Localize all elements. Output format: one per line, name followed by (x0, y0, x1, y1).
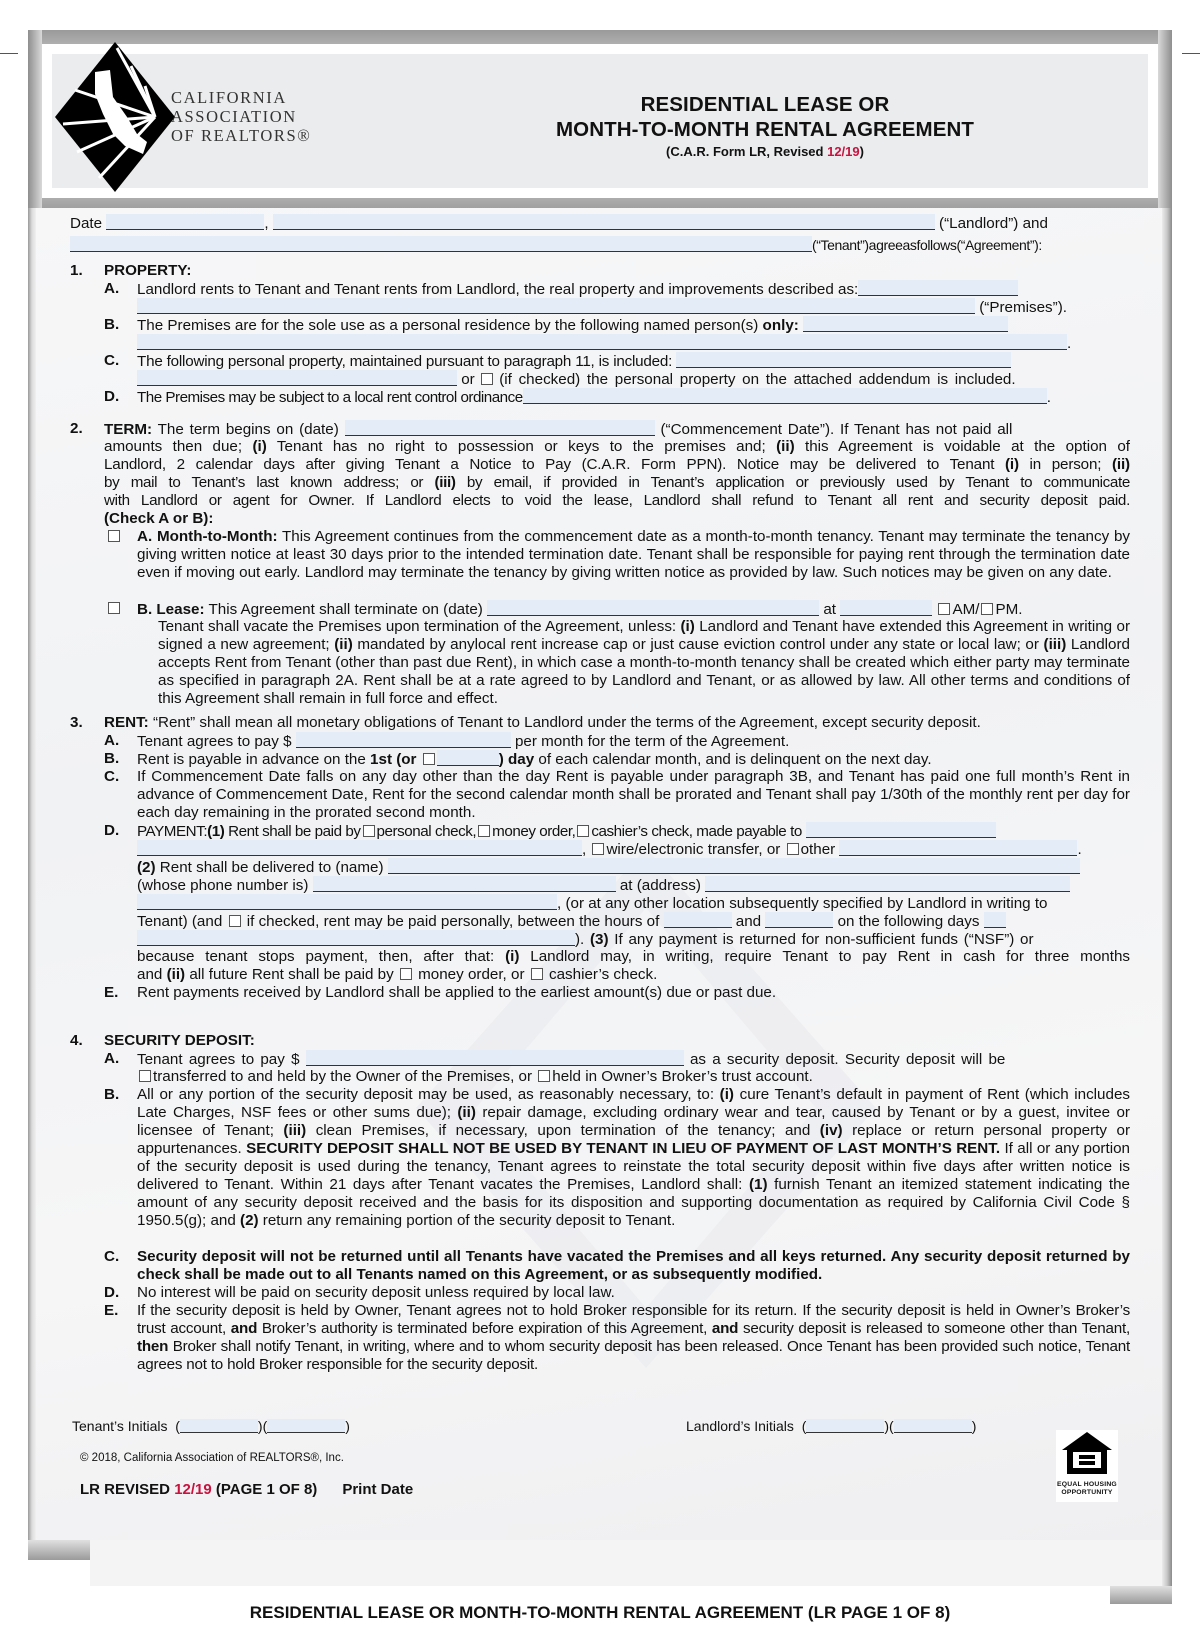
payment-method-row: PAYMENT:(1) Rent shall be paid by personal check, money order, cashier’s check, made payable to (137, 822, 1130, 841)
occupants-field-1[interactable] (803, 316, 1008, 332)
deliver-to-phone-field[interactable] (313, 876, 616, 892)
money-order-checkbox[interactable] (478, 825, 490, 837)
personal-check-checkbox[interactable] (363, 825, 375, 837)
frame-bottom-left-bevel (28, 1540, 90, 1560)
days-field-2[interactable] (137, 930, 575, 946)
month-to-month-checkbox[interactable] (108, 530, 120, 542)
deposit-broker-checkbox[interactable] (538, 1070, 550, 1082)
rent-due-day-field[interactable] (437, 750, 499, 766)
rent-control-field[interactable] (523, 388, 1047, 404)
premises-address-field-1[interactable] (858, 280, 1018, 296)
car-logo-icon (55, 42, 175, 192)
personal-property-field-2[interactable] (137, 370, 457, 386)
personal-property-field-1[interactable] (676, 352, 1011, 368)
hours-from-field[interactable] (664, 912, 732, 928)
days-field[interactable] (984, 912, 1006, 928)
tenant-initials-field-1[interactable] (180, 1419, 258, 1433)
crop-mark-left (0, 53, 18, 54)
frame-left-bevel (28, 208, 36, 1540)
addendum-checkbox[interactable] (481, 373, 493, 385)
deposit-owner-checkbox[interactable] (139, 1070, 151, 1082)
nsf-cashiers-check-checkbox[interactable] (531, 968, 543, 980)
security-deposit-amount-field[interactable] (306, 1050, 684, 1066)
other-payment-checkbox[interactable] (787, 843, 799, 855)
lease-checkbox[interactable] (108, 602, 120, 614)
section-property: 1. PROPERTY: A. Landlord rents to Tenant and Tenant rents from Landlord, the real property and improvements described as: (“Premises”). B. The Premises are for the sole use as a personal residence by the following named person(s) only: . C. The following personal property, maintained pursuant to paragraph 11, is included: or (if checked) the personal property on the attached addendum is included. D. The Premises may be subject to a local rent control ordinance . (70, 262, 1072, 406)
pay-personally-checkbox[interactable] (229, 915, 241, 927)
section-security-deposit: 4. SECURITY DEPOSIT: A. Tenant agrees to pay $ as a security deposit. Security deposit will be transferred to and held by the Owner of the Premises, or held in Owner’s Broker’s trust account. B. All or any portion of the security deposit may be used, as reasonably necessary, to: (i) cure Tenant’s default in payment of Rent (which includes Late Charges, NSF fees or other sums due); (ii) repair damage, excluding ordinary wear and tear, caused by Tenant or by a guest, invitee or licensee of Tenant; (iii) clean Premises, if necessary, upon termination of the tenancy; and (iv) replace or return personal property or appurtenances. SECURITY DEPOSIT SHALL NOT BE USED BY TENANT IN LIEU OF PAYMENT OF LAST MONTH’S RENT. If all or any portion of the security deposit is used during the tenancy, Tenant agrees to reinstate the total security deposit within five days after written notice is delivered to Tenant. Within 21 days after Tenant vacates the Premises, Landlord shall: (1) furnish Tenant an itemized statement indicating the amount of any security deposit received and the basis for its disposition and supporting documentation as required by California Civil Code § 1950.5(g); and (2) return any remaining portion of the security deposit to Tenant. C. Security deposit will not be returned until all Tenants have vacated the Premises and all keys returned. Any security deposit returned by check shall be made out to all Tenants named on this Agreement, or as subsequently modified. D. No interest will be paid on security deposit unless required by local law. E. If the security deposit is held by Owner, Tenant agrees not to hold Broker responsible for its return. If the security deposit is held in Owner’s Broker’s trust account, and Broker’s authority is terminated before expiration of this Agreement, and security deposit is released to someone other than Tenant, then Broker shall notify Tenant, in writing, where and to whom security deposit has been released. Once Tenant has been provided such notice, Tenant agrees not to hold Broker responsible for the security deposit. (70, 1032, 1130, 1373)
date-field[interactable] (106, 214, 264, 230)
logo-wordmark: CALIFORNIA ASSOCIATION OF REALTORS® (171, 88, 312, 145)
premises-address-field-2[interactable] (137, 298, 975, 314)
deliver-to-address-field-2[interactable] (137, 894, 557, 910)
equal-housing-house-icon (1060, 1430, 1114, 1476)
form-subtitle: (C.A.R. Form LR, Revised 12/19) (666, 144, 864, 159)
wire-transfer-checkbox[interactable] (592, 843, 604, 855)
landlord-name-field[interactable] (273, 214, 935, 230)
tenant-initials: Tenant’s Initials ( )( ) (72, 1418, 350, 1434)
copyright-notice: © 2018, California Association of REALTORS®, Inc. (80, 1452, 344, 1464)
frame-right-bevel (1162, 208, 1172, 1604)
termination-date-field[interactable] (487, 600, 819, 616)
tenant-initials-field-2[interactable] (267, 1419, 345, 1433)
landlord-initials: Landlord’s Initials ( )( ) (686, 1418, 977, 1434)
crop-mark-right (1182, 53, 1200, 54)
form-title: RESIDENTIAL LEASE OR MONTH-TO-MONTH RENTAL AGREEMENT (C.A.R. Form LR, Revised 12/19) (470, 92, 1060, 159)
commencement-date-field[interactable] (345, 420, 655, 436)
termination-time-field[interactable] (840, 600, 932, 616)
revision-label: LR REVISED 12/19 (PAGE 1 OF 8) Print Date (80, 1481, 414, 1498)
am-checkbox[interactable] (938, 603, 950, 615)
equal-housing-logo: EQUAL HOUSING OPPORTUNITY (1056, 1430, 1118, 1502)
nsf-money-order-checkbox[interactable] (400, 968, 412, 980)
other-payment-field[interactable] (839, 840, 1077, 856)
section-term: 2. TERM: The term begins on (date) (“Commencement Date”). If Tenant has not paid all amounts then due; (i) Tenant has no right to possession or keys to the premises and; (ii) this Agreement is voidable at the option of Landlord, 2 calendar days after giving Tenant a Notice to Pay (C.A.R. Form PPN). Notice may be delivered to Tenant (i) in person; (ii) by mail to Tenant’s last known address; or (iii) by email, if provided in Tenant’s application or previously used by Tenant to communicate with Landlord or agent for Owner. If Landlord elects to void the lease, Landlord shall refund to Tenant all rent and security deposit paid. (Check A or B): A. Month-to-Month: This Agreement continues from the commencement date as a month-to-month tenancy. Tenant may terminate the tenancy by giving written notice at least 30 days prior to the intended termination date. Tenant shall be responsible for paying rent through the termination date even if moving out early. Landlord may terminate the tenancy by giving written notice as provided by law. Such notices may be given on any date. B. Lease: This Agreement shall terminate on (date) at AM/ PM. Tenant shall vacate the Premises upon termination of the Agreement, unless: (i) Landlord and Tenant have extended this Agreement in writing or signed a new agreement; (ii) mandated by anylocal rent increase cap or just cause eviction control under any state or local law; or (iii) Landlord accepts Rent from Tenant (other than past due Rent), in which case a month-to-month tenancy shall be created which either party may terminate as specified in paragraph 2A. Rent shall be at a rate agreed to by Landlord and Tenant, or as allowed by law. All other terms and conditions of this Agreement shall remain in full force and effect. (70, 420, 1131, 707)
occupants-field-2[interactable] (137, 334, 1067, 350)
frame-bottom-right-bevel (1110, 1586, 1172, 1604)
cashiers-check-checkbox[interactable] (577, 825, 589, 837)
rent-due-day-checkbox[interactable] (423, 753, 435, 765)
print-date-label: Print Date (342, 1481, 414, 1498)
month-to-month-option: A. Month-to-Month: This Agreement continues from the commencement date as a month-to-month tenancy. Tenant may terminate the tenancy by giving written notice at least 30 days prior to the intended termination date. Tenant shall be responsible for paying rent through the termination date even if moving out early. Landlord may terminate the tenancy by giving written notice as provided by law. Such notices may be given on any date. (137, 528, 1130, 581)
landlord-initials-field-1[interactable] (806, 1419, 884, 1433)
date-landlord-row: Date , (“Landlord”) and (70, 215, 1048, 232)
form-content (70, 214, 1131, 1373)
landlord-initials-field-2[interactable] (894, 1419, 972, 1433)
pm-checkbox[interactable] (981, 603, 993, 615)
section-rent: 3. RENT: “Rent” shall mean all monetary obligations of Tenant to Landlord under the terms of the Agreement, except security deposit. A. Tenant agrees to pay $ per month for the term of the Agreement. B. Rent is payable in advance on the 1st (or ) day of each calendar month, and is delinquent on the next day. C. If Commencement Date falls on any day other than the day Rent is payable under paragraph 3B, and Tenant has paid one full month’s Rent in advance of Commencement Date, Rent for the second calendar month shall be prorated and Tenant shall pay 1/30th of the monthly rent per day for each day remaining in the prorated second month. D. PAYMENT:(1) Rent shall be paid by personal check, money order, cashier’s check, made payable to , wire/electronic transfer, or other . (2) Rent shall be delivered to (name) (whose phone number is) at (address) , (or at any other location subsequently specified by Landlord in writing to Tenant) (and if checked, rent may be paid personally, between the hours of and on the following days ). (3) If any payment is returned for non-sufficient funds (“NSF”) or because tenant stops payment, then, after that: (i) Landlord may, in writing, require Tenant to pay Rent in cash for three months and (ii) all future Rent shall be paid by money order, or cashier’s check. E. Rent payments received by Landlord shall be applied to the earliest amount(s) due or past due. (70, 714, 1130, 1001)
hours-to-field[interactable] (765, 912, 833, 928)
payable-to-field[interactable] (806, 822, 996, 838)
page-footer-title: RESIDENTIAL LEASE OR MONTH-TO-MONTH RENTAL AGREEMENT (LR PAGE 1 OF 8) (249, 1603, 951, 1622)
deliver-to-name-field[interactable] (388, 858, 1080, 874)
lease-option: B. Lease: This Agreement shall terminate on (date) at AM/ PM. (137, 601, 1023, 618)
deliver-to-address-field[interactable] (705, 876, 1070, 892)
payable-to-field-2[interactable] (137, 840, 582, 856)
tenant-name-field[interactable] (70, 236, 812, 252)
tenant-row: (“Tenant”)agreeasfollows(“Agreement”): (70, 236, 1130, 254)
monthly-rent-field[interactable] (296, 732, 511, 748)
